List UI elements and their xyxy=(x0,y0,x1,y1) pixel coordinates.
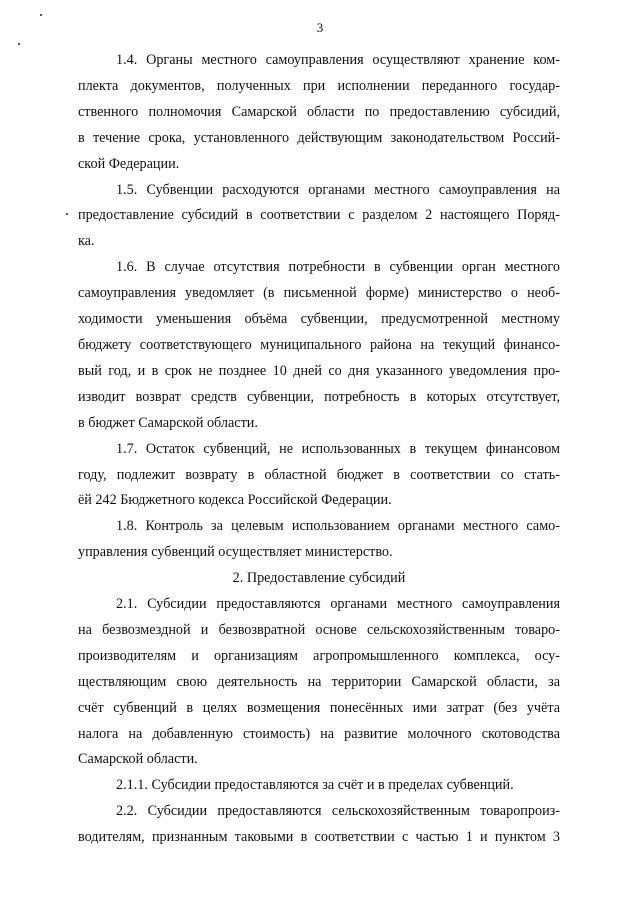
paragraph-line: Самарской области. xyxy=(78,751,198,768)
paragraph-line: налога на добавленную стоимость) на развитие молочного скотоводства xyxy=(78,725,560,742)
paragraph-line: счёт субвенций в целях возмещения понесённых ими затрат (без учёта xyxy=(78,699,560,716)
paragraph-line: бюджету соответствующего муниципального района на текущий финансо- xyxy=(78,336,560,353)
paragraph-1-6 xyxy=(78,255,560,436)
paragraph-line: на безвозмездной и безвозвратной основе сельскохозяйственным товаро- xyxy=(78,621,560,638)
section-heading: 2. Предоставление субсидий xyxy=(232,570,406,587)
paragraph-line: в бюджет Самарской области. xyxy=(78,414,258,431)
paragraph-line: 2.1. Субсидии предоставляются органами местного самоуправления xyxy=(116,596,560,613)
paragraph-line: вый год, и в срок не позднее 10 дней со дня указанного уведомления про- xyxy=(78,362,560,379)
paragraph-line: ка. xyxy=(78,233,95,250)
paragraph-2-2 xyxy=(78,799,560,851)
paragraph-line: в течение срока, установленного действующим законодательством Россий- xyxy=(78,129,560,146)
paragraph-1-5 xyxy=(78,178,560,256)
paragraph-line: плекта документов, полученных при исполнении переданного государ- xyxy=(78,77,560,94)
paragraph-line: управления субвенций осуществляет министерство. xyxy=(78,544,393,561)
paragraph-1-4 xyxy=(78,48,560,178)
paragraph-line: 2.1.1. Субсидии предоставляются за счёт и в пределах субвенций. xyxy=(116,777,514,794)
paragraph-line: изводит возврат средств субвенции, потребность в которых отсутствует, xyxy=(78,388,560,405)
paragraph-line: ской Федерации. xyxy=(78,155,180,172)
paragraph-line: 1.5. Субвенции расходуются органами местного самоуправления на xyxy=(116,181,560,198)
paragraph-line: водителям, признанным таковыми в соответствии с частью 1 и пунктом 3 xyxy=(78,829,560,846)
scan-speck xyxy=(18,43,20,45)
paragraph-line: ёй 242 Бюджетного кодекса Российской Федерации. xyxy=(78,492,392,509)
paragraph-line: году, подлежит возврату в областной бюджет в соответствии со стать- xyxy=(78,466,560,483)
paragraph-1-7 xyxy=(78,437,560,515)
paragraph-line: ходимости уменьшения объёма субвенции, предусмотренной местному xyxy=(78,311,560,328)
document-body xyxy=(78,48,560,851)
paragraph-line: предоставление субсидий в соответствии с разделом 2 настоящего Поряд- xyxy=(78,207,560,224)
paragraph-line: 1.7. Остаток субвенций, не использованных в текущем финансовом xyxy=(116,440,560,457)
paragraph-line: самоуправления уведомляет (в письменной форме) министерство о необ- xyxy=(78,285,560,302)
scan-speck xyxy=(66,213,68,215)
paragraph-line: 1.6. В случае отсутствия потребности в субвенции орган местного xyxy=(116,259,560,276)
scan-speck xyxy=(40,14,42,16)
paragraph-line: 1.8. Контроль за целевым использованием органами местного само- xyxy=(116,518,560,535)
page-number: 3 xyxy=(316,20,324,35)
paragraph-2-1 xyxy=(78,592,560,773)
paragraph-line: производителям и организациям агропромышленного комплекса, осу- xyxy=(78,647,560,664)
paragraph-line: 2.2. Субсидии предоставляются сельскохозяйственным товаропроиз- xyxy=(116,803,560,820)
paragraph-2-1-1 xyxy=(78,773,560,799)
paragraph-line: 1.4. Органы местного самоуправления осуществляют хранение ком- xyxy=(116,52,560,68)
paragraph-line: ственного полномочия Самарской области по предоставлению субсидий, xyxy=(78,103,560,120)
paragraph-line: ществляющим свою деятельность на территории Самарской области, за xyxy=(78,673,560,690)
paragraph-1-8 xyxy=(78,514,560,566)
